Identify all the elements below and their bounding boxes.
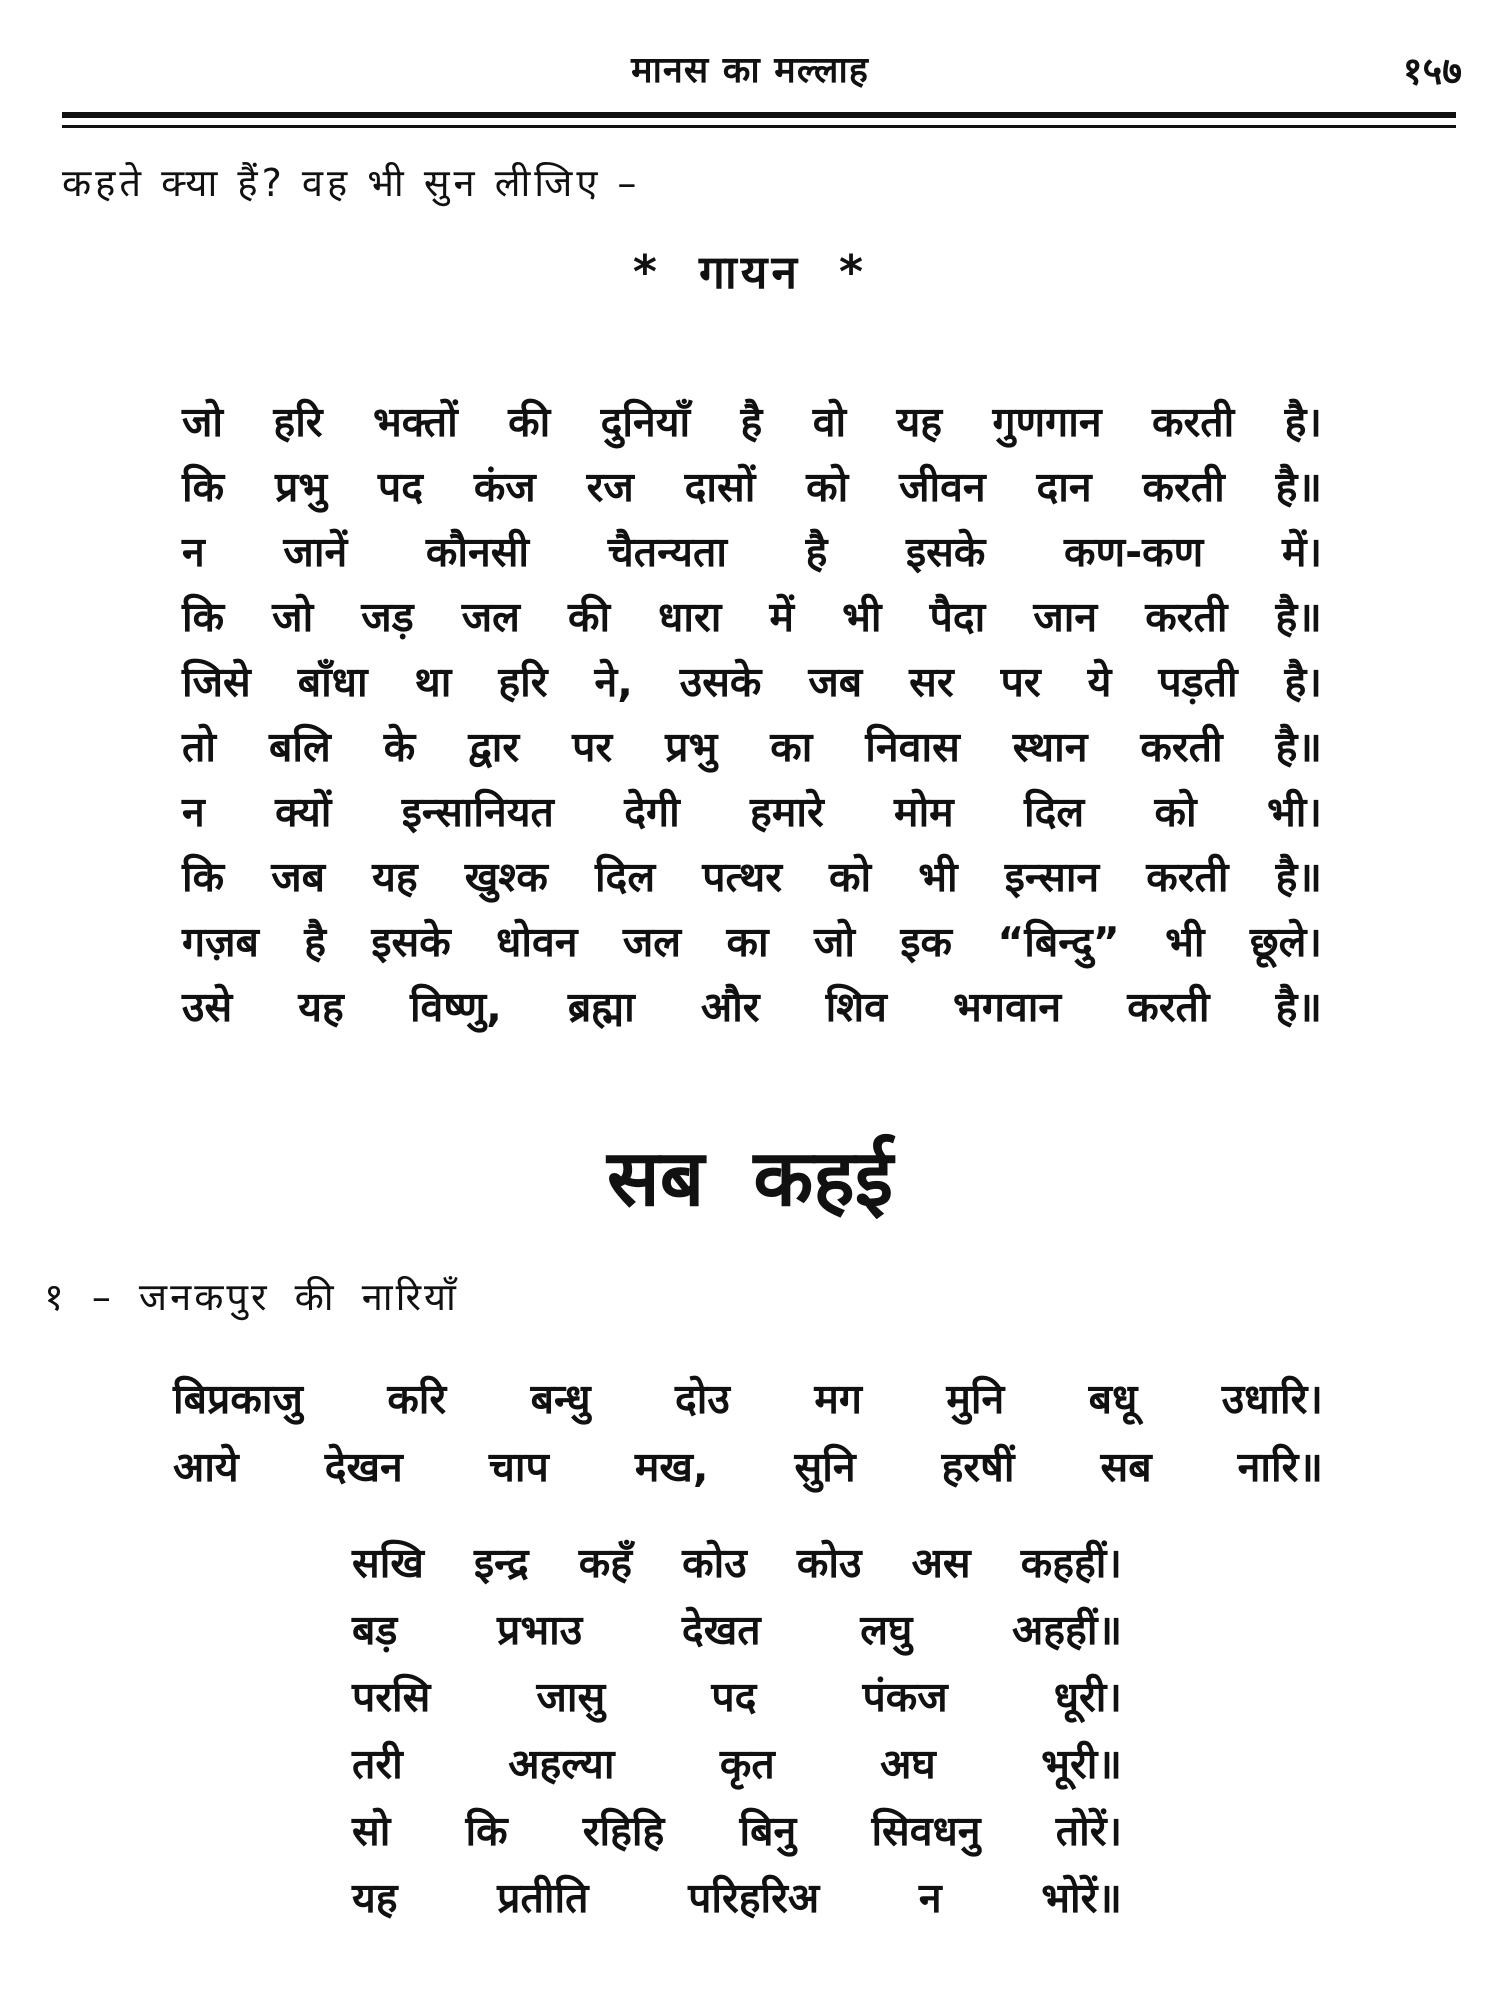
verse-word: यह [896, 398, 943, 446]
verse-word: प्रभु [665, 723, 718, 771]
verse-word: है॥ [1275, 593, 1322, 641]
verse-word: अहहीं॥ [1011, 1606, 1122, 1654]
verse-word: “बिन्दु” [997, 918, 1120, 966]
verse-word: है। [1284, 658, 1322, 706]
verse-word: कोउ [796, 1539, 862, 1587]
verse-word: पद [711, 1673, 757, 1721]
verse-word: पर [572, 723, 613, 771]
verse-line [182, 520, 1322, 585]
verse-word: हरि [273, 398, 323, 446]
verse-word: पंकज [862, 1673, 948, 1721]
verse-line [352, 1664, 1122, 1731]
verse-word: कि [182, 463, 225, 511]
verse-word: करती [1142, 463, 1225, 511]
verse-word: इन्द्र [474, 1539, 529, 1587]
header-rule-thin [62, 125, 1456, 128]
verse-word: सखि [352, 1539, 424, 1587]
verse-word: कि [465, 1807, 508, 1855]
verse-word: है [740, 398, 763, 446]
verse-word: धूरी। [1053, 1673, 1122, 1721]
verse-word: न [918, 1874, 942, 1922]
verse-word: शिव [825, 983, 887, 1031]
verse-word: को [806, 463, 849, 511]
verse-word: परिहरिअ [688, 1874, 820, 1922]
verse-line [182, 455, 1322, 520]
verse-word: कहँ [578, 1539, 632, 1587]
verse-word: में। [1281, 528, 1322, 576]
verse-word: बलि [268, 723, 331, 771]
verse-word: जब [808, 658, 863, 706]
verse-word: उसके [679, 658, 762, 706]
verse-word: जो [272, 593, 314, 641]
verse-word: मोम [894, 788, 954, 836]
verse-word: कण-कण [1064, 528, 1204, 576]
verse-word: विष्णु, [409, 983, 502, 1031]
verse-word: उधारि। [1221, 1375, 1323, 1423]
verse-word: कंज [473, 463, 536, 511]
verse-word: करती [1127, 983, 1210, 1031]
verse-word: करि [387, 1375, 447, 1423]
verse-word: अहल्या [508, 1740, 615, 1788]
verse-word: है॥ [1275, 983, 1322, 1031]
verse-word: भी [842, 593, 882, 641]
verse-word: इन्सान [1004, 853, 1100, 901]
verse-word: जड़ [361, 593, 414, 641]
verse-word: जासु [536, 1673, 606, 1721]
verse-word: भी [1165, 918, 1205, 966]
verse-line [182, 975, 1322, 1040]
verse-word: प्रभाउ [497, 1606, 583, 1654]
verse-word: बधू [1088, 1375, 1138, 1423]
verse-word: बड़ [352, 1606, 398, 1654]
verse-word: था [414, 658, 452, 706]
verse-word: देखन [324, 1443, 403, 1491]
verse-word: करती [1146, 853, 1229, 901]
verse-word: अघ [880, 1740, 936, 1788]
verse-word: करती [1152, 398, 1235, 446]
verse-word: की [568, 593, 611, 641]
verse-word: तो [182, 723, 216, 771]
verse-word: जीवन [899, 463, 986, 511]
verse-word: दिल [594, 853, 656, 901]
verse-word: जल [622, 918, 682, 966]
verse-line [352, 1530, 1122, 1597]
verse-word: तरी [352, 1740, 403, 1788]
verse-line [182, 585, 1322, 650]
verse-word: भूरी॥ [1041, 1740, 1122, 1788]
verse-word: लघु [860, 1606, 913, 1654]
verse-word: न [182, 528, 205, 576]
verse-word: यह [298, 983, 344, 1031]
verse-word: पत्थर [702, 853, 782, 901]
verse-word: बाँधा [297, 658, 368, 706]
verse-word: दान [1036, 463, 1092, 511]
verse-word: क्यों [275, 788, 332, 836]
verse-word: चैतन्यता [607, 528, 727, 576]
verse-word: हरषीं [941, 1443, 1015, 1491]
verse-line [352, 1597, 1122, 1664]
verse-word: पैदा [929, 593, 986, 641]
verse-word: गज़ब [182, 918, 259, 966]
verse-word: मुनि [946, 1375, 1005, 1423]
verse-word: भी। [1266, 788, 1322, 836]
verse-word: यह [372, 853, 418, 901]
verse-word: अस [911, 1539, 971, 1587]
verse-word: जानें [283, 528, 348, 576]
verse-word: जो [813, 918, 855, 966]
verse-word: बन्धु [530, 1375, 591, 1423]
verse-word: कि [182, 853, 225, 901]
verse-word: देखत [681, 1606, 761, 1654]
doha-verse [173, 1365, 1323, 1501]
verse-word: पर [1000, 658, 1041, 706]
verse-line [173, 1433, 1323, 1501]
verse-line [182, 650, 1322, 715]
header-rule-thick [62, 112, 1456, 118]
running-title: मानस का मल्लाह [631, 50, 869, 91]
verse-word: बिप्रकाजु [173, 1375, 303, 1423]
verse-word: के [383, 723, 416, 771]
verse-word: कौनसी [425, 528, 530, 576]
verse-word: निवास [865, 723, 960, 771]
verse-word: करती [1140, 723, 1223, 771]
verse-word: है [304, 918, 327, 966]
verse-word: स्थान [1012, 723, 1088, 771]
verse-word: चाप [488, 1443, 549, 1491]
verse-line [182, 390, 1322, 455]
verse-word: सो [352, 1807, 391, 1855]
verse-word: में [769, 593, 794, 641]
verse-word: प्रतीति [497, 1874, 589, 1922]
verse-line [182, 845, 1322, 910]
verse-word: इन्सानियत [401, 788, 554, 836]
verse-word: मग [814, 1375, 862, 1423]
verse-word: भी [918, 853, 958, 901]
verse-line [182, 715, 1322, 780]
verse-word: ने, [594, 658, 633, 706]
chaupai-verse [352, 1530, 1122, 1932]
verse-word: पद [377, 463, 423, 511]
section-heading: सब कहई [606, 1134, 894, 1224]
verse-word: यह [352, 1874, 398, 1922]
verse-word: सुनि [794, 1443, 856, 1491]
verse-word: न [182, 788, 205, 836]
song-heading: * गायन * [632, 245, 868, 299]
verse-word: उसे [182, 983, 233, 1031]
verse-word: करती [1145, 593, 1228, 641]
verse-word: है॥ [1275, 463, 1322, 511]
verse-word: है॥ [1275, 723, 1322, 771]
verse-word: है॥ [1275, 853, 1322, 901]
verse-word: धोवन [496, 918, 578, 966]
verse-word: का [770, 723, 813, 771]
verse-word: जिसे [182, 658, 251, 706]
verse-word: कृत [719, 1740, 775, 1788]
verse-word: भक्तों [372, 398, 458, 446]
verse-word: बिनु [739, 1807, 797, 1855]
verse-word: कि [182, 593, 225, 641]
verse-word: भगवान [953, 983, 1062, 1031]
verse-word: छूले। [1249, 918, 1322, 966]
verse-word: धारा [658, 593, 722, 641]
verse-word: का [726, 918, 769, 966]
verse-word: ये [1087, 658, 1112, 706]
verse-word: जान [1033, 593, 1098, 641]
verse-line [182, 780, 1322, 845]
verse-word: कहहीं। [1020, 1539, 1122, 1587]
page-number: १५७ [1402, 49, 1462, 93]
verse-word: तोरें। [1055, 1807, 1122, 1855]
verse-word: देगी [624, 788, 680, 836]
verse-word: जो [182, 398, 224, 446]
verse-word: इक [900, 918, 952, 966]
verse-word: ब्रह्मा [567, 983, 635, 1031]
verse-word: सब [1100, 1443, 1152, 1491]
verse-word: भोरें॥ [1041, 1874, 1122, 1922]
song-verse [182, 390, 1322, 1040]
verse-word: प्रभु [274, 463, 328, 511]
section-label: १ – जनकपुर की नारियाँ [44, 1275, 459, 1319]
verse-word: इसके [371, 918, 451, 966]
verse-word: को [1154, 788, 1197, 836]
verse-word: की [508, 398, 551, 446]
verse-word: है। [1284, 398, 1322, 446]
verse-word: है [805, 528, 828, 576]
intro-text: कहते क्या हैं? वह भी सुन लीजिए – [62, 161, 641, 205]
verse-word: दासों [684, 463, 756, 511]
verse-word: गुणगान [992, 398, 1102, 446]
verse-word: जब [271, 853, 326, 901]
verse-word: मख, [634, 1443, 709, 1491]
verse-word: नारि॥ [1237, 1443, 1323, 1491]
verse-word: और [700, 983, 760, 1031]
verse-word: दुनियाँ [600, 398, 691, 446]
verse-word: रहिहि [582, 1807, 665, 1855]
verse-line [182, 910, 1322, 975]
verse-word: आये [173, 1443, 239, 1491]
verse-line [173, 1365, 1323, 1433]
verse-word: दिल [1024, 788, 1085, 836]
verse-line [352, 1798, 1122, 1865]
verse-word: इसके [906, 528, 986, 576]
verse-word: को [829, 853, 872, 901]
verse-word: रज [586, 463, 634, 511]
verse-line [352, 1731, 1122, 1798]
verse-word: पड़ती [1158, 658, 1238, 706]
verse-line [352, 1865, 1122, 1932]
verse-word: कोउ [682, 1539, 747, 1587]
verse-word: सिवधनु [871, 1807, 981, 1855]
verse-word: जल [461, 593, 520, 641]
verse-word: वो [812, 398, 847, 446]
verse-word: खुश्क [464, 853, 548, 901]
verse-word: द्वार [468, 723, 520, 771]
verse-word: हमारे [750, 788, 824, 836]
verse-word: दोउ [675, 1375, 730, 1423]
verse-word: सर [909, 658, 954, 706]
verse-word: हरि [498, 658, 548, 706]
verse-word: परसि [352, 1673, 431, 1721]
